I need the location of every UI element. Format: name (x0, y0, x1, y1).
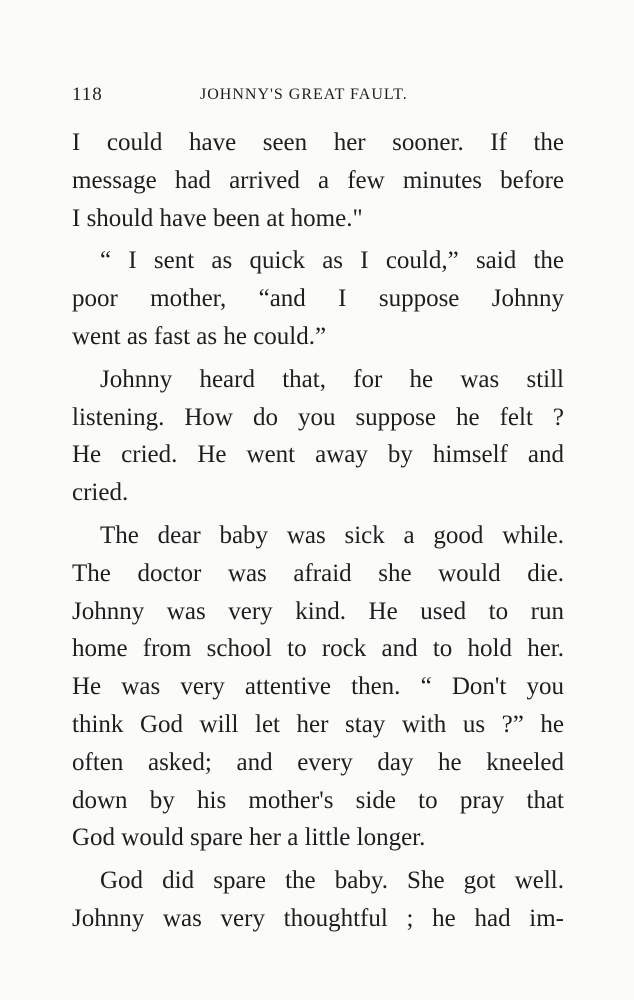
text-line: think God will let her stay with us ?” he (72, 710, 564, 738)
text-line: He was very attentive then. “ Don't you (72, 673, 564, 701)
body-text (72, 124, 564, 938)
page-number: 118 (72, 84, 103, 105)
text-line: He cried. He went away by himself and (72, 441, 564, 469)
text-line: Johnny heard that, for he was still (100, 365, 564, 393)
text-line: message had arrived a few minutes before (72, 166, 564, 194)
text-line: I could have seen her sooner. If the (72, 129, 564, 156)
text-line: “ I sent as quick as I could,” said the (100, 247, 564, 275)
text-line: God would spare her a little longer. (72, 824, 426, 852)
text-line: went as fast as he could.” (72, 322, 327, 350)
text-line: listening. How do you suppose he felt ? (72, 403, 564, 431)
text-line: down by his mother's side to pray that (72, 786, 564, 814)
text-line: often asked; and every day he kneeled (72, 748, 564, 776)
running-head: JOHNNY'S GREAT FAULT. (200, 86, 408, 103)
text-line: Johnny was very kind. He used to run (72, 597, 564, 625)
text-line: Johnny was very thoughtful ; he had im- (72, 904, 564, 932)
text-line: The doctor was afraid she would die. (72, 559, 564, 587)
text-line: poor mother, “and I suppose Johnny (72, 285, 564, 313)
page-header (72, 84, 564, 110)
text-line: God did spare the baby. She got well. (100, 867, 564, 895)
text-line: cried. (72, 479, 129, 507)
text-line: The dear baby was sick a good while. (100, 521, 564, 549)
text-line: I should have been at home." (72, 204, 363, 232)
text-line: home from school to rock and to hold her. (72, 635, 564, 663)
